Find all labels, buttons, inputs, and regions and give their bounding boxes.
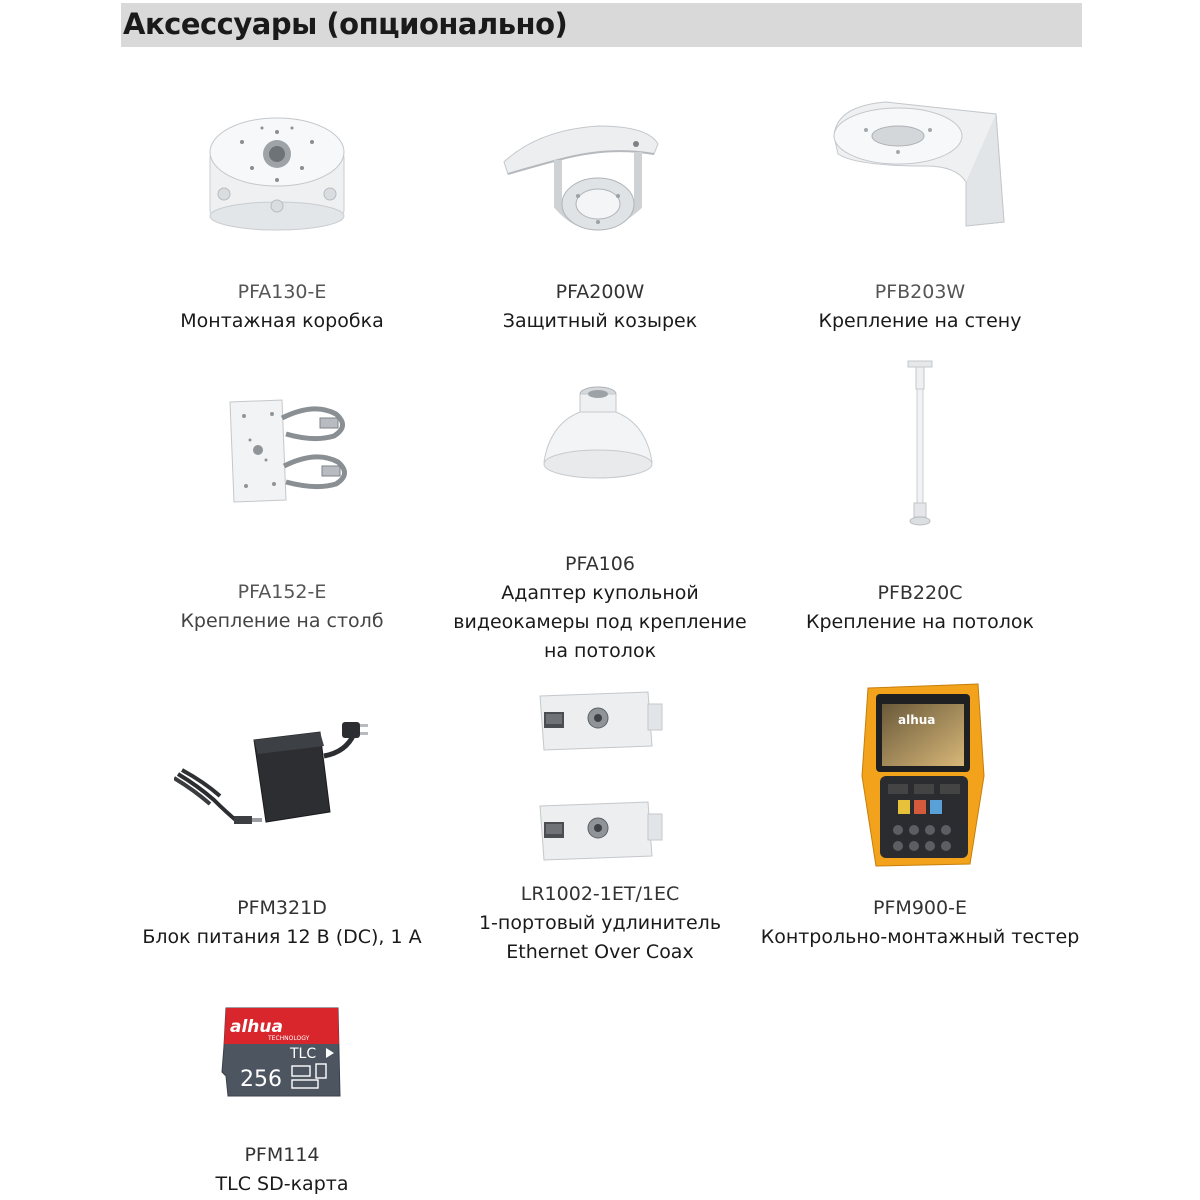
accessory-item: [440, 360, 760, 670]
item-description-line: на потолок: [543, 640, 657, 662]
accessory-item: [760, 90, 1080, 350]
item-description: Монтажная коробка: [180, 310, 384, 332]
accessory-caption: [760, 894, 1080, 952]
item-description-line: видеокамеры под крепление: [453, 611, 747, 633]
item-description: Крепление на стену: [818, 310, 1022, 332]
tester-device-icon: [858, 680, 990, 868]
sd-type: TLC: [290, 1046, 317, 1062]
item-description-line: Адаптер купольной: [501, 582, 699, 604]
accessory-caption: [122, 1141, 442, 1199]
ceiling-pole-icon: [904, 359, 936, 531]
sd-capacity: 256: [240, 1067, 282, 1092]
accessory-caption: [760, 278, 1080, 336]
item-code: PFM321D: [237, 897, 327, 919]
accessory-item: [122, 1000, 442, 1200]
item-code: PFA130-E: [237, 281, 327, 303]
accessory-item: [122, 90, 442, 350]
section-header: [121, 3, 1082, 47]
accessory-caption: [122, 578, 442, 636]
item-description: Крепление на потолок: [805, 611, 1035, 633]
pole-mount-icon: [224, 396, 354, 506]
item-description: Крепление на столб: [180, 610, 384, 632]
item-description: Блок питания 12 В (DC), 1 А: [142, 926, 422, 948]
accessory-item: [440, 680, 760, 970]
junction-box-icon: [202, 102, 352, 232]
item-description: TLC SD-карта: [215, 1173, 349, 1195]
item-code: PFA152-E: [237, 581, 327, 603]
item-code: PFA106: [565, 553, 635, 575]
item-code: PFA200W: [555, 281, 645, 303]
item-code: PFB203W: [874, 281, 966, 303]
accessory-item: [440, 90, 760, 350]
accessory-caption: [440, 880, 760, 967]
accessory-caption: [122, 894, 442, 952]
item-code: PFM900-E: [873, 897, 967, 919]
accessory-caption: [122, 278, 442, 336]
item-description-line: 1-портовый удлинитель: [478, 912, 722, 934]
tester-brand: alhua: [898, 713, 936, 727]
sd-brand: alhua: [230, 1017, 283, 1037]
item-code: PFB220C: [877, 582, 963, 604]
sd-brand-sub: TECHNOLOGY: [268, 1035, 310, 1042]
accessory-item: [760, 678, 1080, 958]
dome-adapter-icon: [538, 374, 658, 484]
wall-mount-icon: [826, 96, 1006, 228]
accessory-caption: [440, 278, 760, 336]
accessory-caption: [440, 550, 760, 666]
item-code: LR1002-1ET/1EC: [520, 883, 680, 905]
accessory-item: [760, 355, 1080, 655]
sun-shield-icon: [498, 96, 668, 246]
section-title: Аксессуары (опционально): [123, 7, 568, 41]
coax-extender-icon: [536, 686, 666, 866]
accessory-caption: [760, 579, 1080, 637]
accessory-item: [122, 700, 442, 960]
accessory-item: [122, 390, 442, 650]
power-adapter-icon: [174, 716, 370, 842]
item-description: Контрольно-монтажный тестер: [760, 926, 1080, 948]
sd-card-icon: [220, 1006, 344, 1098]
item-description-line: Ethernet Over Coax: [506, 941, 694, 963]
item-description: Защитный козырек: [502, 310, 698, 332]
item-code: PFM114: [244, 1144, 320, 1166]
